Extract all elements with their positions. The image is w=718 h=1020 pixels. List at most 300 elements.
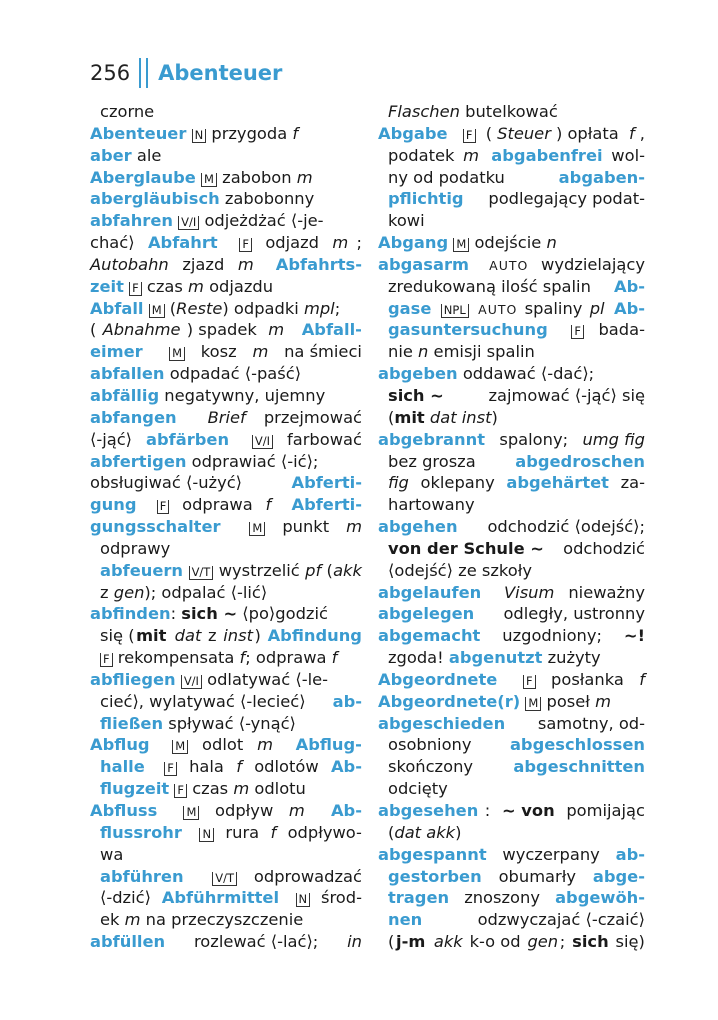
text: zajmować ⟨-jąć⟩ się: [483, 385, 645, 405]
dictionary-line: [378, 756, 645, 778]
text: [490, 582, 495, 604]
grammar-tag: NPL: [441, 304, 469, 318]
dictionary-line: [378, 385, 645, 407]
grammar-tag: F: [129, 282, 142, 296]
text: zużyty: [542, 648, 601, 668]
grammar-tag: V/T: [212, 872, 237, 886]
headword: abführen: [100, 866, 184, 886]
grammar-tag: M: [149, 304, 165, 318]
text: rozlewać ⟨-lać⟩;: [188, 932, 324, 952]
headword: eimer: [90, 342, 143, 362]
dictionary-line: [90, 538, 362, 560]
italic-label: Autobahn: [90, 254, 169, 274]
text: odjazd: [260, 233, 325, 253]
dictionary-line: [378, 866, 645, 888]
headword: gung: [90, 495, 137, 515]
dictionary-line: [378, 298, 645, 320]
headword: gestorben: [388, 866, 482, 886]
text: wystrzelić: [213, 560, 305, 580]
headword: Abfindung: [267, 626, 362, 646]
grammar-tag: F: [157, 500, 170, 514]
text: zgoda!: [388, 648, 449, 668]
headword: tragen: [388, 888, 450, 908]
headword: aber: [90, 145, 132, 165]
text: z: [202, 626, 222, 646]
text: [262, 254, 267, 276]
text: [188, 822, 193, 844]
text: ) opłata: [555, 123, 624, 143]
text: wydzielający: [535, 254, 645, 274]
text: obsługiwać ⟨-użyć⟩: [90, 473, 248, 493]
dictionary-line: [90, 494, 362, 516]
text: butelkować: [459, 102, 558, 121]
italic-label: m: [332, 233, 349, 253]
text: [279, 494, 284, 516]
text: spływać ⟨-ynąć⟩: [163, 713, 296, 733]
dictionary-line: [90, 276, 362, 298]
text: spaliny: [519, 298, 588, 318]
dictionary-line: [378, 516, 645, 538]
text: odlatywać ⟨-le-: [201, 669, 329, 689]
headword: halle: [100, 757, 145, 777]
italic-label: m: [237, 254, 254, 274]
headword: abergläubisch: [90, 189, 220, 209]
italic-label: f: [239, 648, 246, 668]
headword: Abflug: [90, 735, 150, 755]
italic-label: n: [546, 233, 557, 253]
text: [168, 625, 173, 647]
text: [152, 756, 157, 778]
grammar-tag: F: [100, 653, 113, 667]
dictionary-line: [90, 931, 362, 953]
text: :: [484, 801, 496, 820]
dictionary-line: [90, 669, 362, 691]
bold-phrase: sich: [572, 932, 609, 952]
dictionary-line: [378, 341, 645, 363]
headword: abgesehen: [378, 801, 479, 820]
italic-label: akk: [333, 560, 362, 580]
text: ale: [131, 145, 162, 165]
text: [158, 734, 163, 756]
dictionary-line: [378, 451, 645, 473]
headword: abfinden: [90, 604, 171, 624]
headword: ab-: [332, 691, 362, 711]
text: [557, 319, 562, 341]
dictionary-line: [90, 101, 362, 123]
headword: Abenteuer: [90, 123, 187, 143]
headword: abge-: [592, 866, 645, 886]
dictionary-line: [378, 560, 645, 582]
italic-label: Reste: [176, 298, 223, 318]
headword: abgasarm: [378, 254, 469, 274]
headword: abgehärtet: [506, 473, 609, 493]
text: odprawy: [100, 538, 171, 558]
grammar-tag: F: [463, 129, 476, 143]
text: osobniony: [388, 735, 477, 755]
text: zredukowaną ilość spalin: [388, 276, 597, 296]
text: znoszony: [459, 888, 546, 908]
dictionary-line: [90, 232, 362, 254]
guide-word: Abenteuer: [158, 61, 283, 85]
dictionary-line: [90, 385, 362, 407]
text: skończony: [388, 757, 479, 777]
text: ;: [559, 932, 571, 952]
text: [483, 145, 488, 167]
text: odchodzić ⟨odejść⟩;: [482, 517, 645, 537]
text: zjazd: [177, 254, 230, 274]
text: [508, 669, 513, 691]
italic-label: dat inst: [429, 407, 492, 427]
text: odcięty: [388, 779, 448, 799]
text: [315, 800, 320, 822]
headword: Abfluss: [90, 801, 158, 820]
grammar-tag: M: [172, 740, 188, 754]
headword: Abgang: [378, 233, 449, 253]
headword: zeit: [90, 276, 124, 296]
text: czas: [187, 779, 234, 799]
dictionary-line: [90, 560, 362, 582]
headword: ab-: [615, 844, 645, 864]
headword: abgedroschen: [515, 451, 645, 471]
dictionary-line: [378, 691, 645, 713]
grammar-tag: M: [201, 173, 217, 187]
dictionary-line: [90, 582, 362, 604]
italic-label: f: [270, 822, 277, 842]
text: ,: [639, 123, 645, 143]
text: ⟨po⟩godzić: [237, 604, 328, 624]
italic-label: Steuer: [497, 123, 551, 143]
headword: gasuntersuchung: [388, 320, 548, 340]
text: ): [491, 407, 498, 427]
headword: gungsschalter: [90, 517, 221, 537]
dictionary-line: [90, 603, 362, 625]
grammar-tag: M: [453, 238, 469, 252]
text: [285, 887, 290, 909]
dictionary-line: [90, 188, 362, 210]
bold-phrase: ~!: [623, 626, 645, 646]
bold-phrase: mit: [136, 626, 167, 646]
text: ek: [100, 910, 125, 930]
dictionary-line: [90, 298, 362, 320]
dictionary-line: [378, 778, 645, 800]
text: [427, 931, 432, 953]
grammar-tag: N: [199, 828, 214, 842]
headword: abgehen: [378, 517, 458, 537]
text: kowi: [388, 211, 425, 231]
italic-label: f: [236, 757, 242, 777]
text: ⟨odejść⟩ ze szkoły: [388, 560, 532, 580]
italic-label: n: [418, 342, 429, 362]
dictionary-line: [90, 734, 362, 756]
italic-label: f: [628, 123, 635, 143]
text: się (: [100, 626, 135, 646]
text: (: [388, 932, 395, 952]
text: (: [388, 822, 395, 842]
text: ;: [356, 233, 362, 253]
dictionary-line: [90, 145, 362, 167]
text: wa: [100, 844, 124, 864]
text: na śmieci: [278, 342, 362, 362]
dictionary-line: [378, 822, 645, 844]
headword: abgespannt: [378, 844, 487, 864]
text: [153, 341, 158, 363]
italic-label: dat akk: [394, 822, 456, 842]
dictionary-line: [378, 734, 645, 756]
text: [232, 516, 237, 538]
text: rura: [220, 822, 265, 842]
italic-label: gen: [113, 582, 145, 602]
grammar-tag: V/I: [252, 435, 273, 449]
headword: Abferti-: [291, 473, 362, 493]
text: ): [254, 626, 267, 646]
text: ⟨-jąć⟩: [90, 429, 138, 449]
italic-label: m: [268, 320, 285, 340]
dictionary-line: [90, 800, 362, 822]
italic-label: m: [296, 167, 313, 187]
italic-label: pf: [305, 560, 322, 580]
dictionary-line: [90, 909, 362, 931]
text: środ-: [315, 888, 362, 908]
text: [190, 407, 195, 429]
field-label: AUTO: [489, 257, 529, 273]
text: k-o od: [464, 932, 526, 952]
headword: Ab-: [330, 757, 362, 777]
headword: Abfall-: [301, 320, 362, 340]
grammar-tag: V/I: [178, 216, 199, 230]
text: odpływo-: [282, 822, 362, 842]
italic-label: Flaschen: [388, 102, 460, 121]
italic-label: fig: [388, 473, 409, 493]
dictionary-line: [378, 407, 645, 429]
dictionary-line: [378, 101, 645, 123]
italic-label: m: [124, 910, 141, 930]
italic-label: Visum: [504, 582, 555, 602]
bold-phrase: sich ~: [181, 604, 238, 624]
text: zabobon: [216, 167, 297, 187]
text: przejmować: [258, 407, 362, 427]
text: wyczerpany: [497, 844, 605, 864]
text: [433, 298, 438, 320]
text: poseł: [541, 691, 596, 711]
grammar-tag: F: [174, 784, 187, 798]
headword: abgaben-: [558, 167, 645, 187]
headword: pflichtig: [388, 189, 464, 209]
grammar-tag: M: [525, 697, 541, 711]
bold-phrase: j-m: [396, 932, 426, 952]
text: [453, 123, 458, 145]
dictionary-line: [378, 319, 645, 341]
headword: fließen: [100, 713, 164, 733]
headword: abgeschnitten: [513, 757, 645, 777]
text: punkt: [277, 517, 335, 537]
italic-label: mpl: [303, 298, 335, 318]
dictionary-line: [378, 276, 645, 298]
text: [238, 429, 243, 451]
text: oddawać ⟨-dać⟩;: [457, 364, 595, 384]
headword: abgelegen: [378, 604, 475, 624]
grammar-tag: F: [239, 238, 252, 252]
text: (: [388, 407, 395, 427]
dictionary-line: [378, 582, 645, 604]
text: za-: [615, 473, 645, 493]
text: odchodzić: [557, 538, 645, 558]
headword: gase: [388, 298, 432, 318]
bold-phrase: sich ~: [388, 385, 444, 405]
dictionary-line: [90, 866, 362, 888]
text: odjazdu: [203, 276, 274, 296]
headword: abfliegen: [90, 669, 176, 689]
italic-label: akk: [433, 932, 463, 952]
italic-label: gen: [527, 932, 559, 952]
grammar-tag: M: [169, 347, 185, 361]
dictionary-line: [90, 844, 362, 866]
text: [607, 298, 612, 320]
dictionary-line: [90, 341, 362, 363]
text: zabobonny: [219, 189, 315, 209]
text: odlotów: [249, 757, 324, 777]
right-column: [378, 101, 645, 953]
dictionary-line: [90, 254, 362, 276]
text: ny od podatku: [388, 167, 511, 187]
text: [195, 866, 200, 888]
headword: abgeschlossen: [509, 735, 645, 755]
headword: flussrohr: [100, 822, 182, 842]
dictionary-line: [90, 625, 362, 647]
headword: Ab-: [613, 276, 645, 296]
dictionary-line: [378, 472, 645, 494]
page-header: [90, 55, 282, 91]
text: ); odpalać ⟨-lić⟩: [144, 582, 268, 602]
headword: Abfahrts-: [275, 254, 362, 274]
headword: abgebrannt: [378, 429, 485, 449]
dictionary-line: [90, 713, 362, 735]
grammar-tag: N: [192, 129, 207, 143]
text: oklepany: [415, 473, 500, 493]
italic-label: in: [347, 932, 362, 952]
headword: nen: [388, 910, 423, 930]
text: ⟨-dzić⟩: [100, 888, 157, 908]
page-number: 256: [90, 61, 131, 85]
text: na przeczyszczenie: [140, 910, 304, 930]
text: ; odprawa: [245, 648, 332, 668]
text: :: [170, 604, 182, 624]
text: [476, 254, 481, 276]
grammar-tag: V/I: [181, 675, 202, 689]
dictionary-line: [90, 319, 362, 341]
headword: Abflug-: [295, 735, 362, 755]
text: przygoda: [206, 123, 293, 143]
text: chać⟩: [90, 233, 140, 253]
dictionary-line: [378, 800, 645, 822]
text: podatek: [388, 145, 460, 165]
text: rekompensata: [112, 648, 240, 668]
italic-label: inst: [223, 626, 253, 646]
italic-label: f: [265, 495, 272, 515]
headword: abfahren: [90, 211, 173, 231]
italic-label: m: [346, 517, 362, 537]
headword: abfeuern: [100, 560, 184, 580]
italic-label: m: [252, 342, 269, 362]
headword: abgenutzt: [448, 648, 543, 668]
grammar-tag: F: [571, 325, 584, 339]
text: (: [480, 123, 493, 143]
headword: abgeschieden: [378, 713, 506, 733]
italic-label: m: [188, 276, 204, 296]
text: czorne: [100, 102, 155, 121]
grammar-tag: F: [164, 762, 177, 776]
italic-label: Brief: [207, 407, 246, 427]
text: odpływ: [209, 801, 279, 820]
text: odjeżdżać ⟨-je-: [199, 211, 324, 231]
headword: abfertigen: [90, 451, 187, 471]
grammar-tag: V/T: [189, 566, 214, 580]
text: ;: [334, 298, 341, 318]
dictionary-line: [90, 363, 362, 385]
dictionary-line: [378, 931, 645, 953]
text: bada-: [593, 320, 645, 340]
headword: Ab-: [330, 801, 362, 820]
dictionary-line: [90, 887, 362, 909]
dictionary-line: [378, 713, 645, 735]
text: odprowadzać: [248, 866, 362, 886]
text: emisji spalin: [428, 342, 535, 362]
dictionary-line: [378, 494, 645, 516]
headword: Abfall: [90, 298, 144, 318]
text: odprawa: [176, 495, 258, 515]
text: farbować: [281, 429, 362, 449]
text: odejście: [469, 233, 547, 253]
dictionary-line: [90, 123, 362, 145]
headword: Abferti-: [291, 495, 362, 515]
text: wol-: [606, 145, 645, 165]
dictionary-line: [378, 844, 645, 866]
text: odpadać ⟨-paść⟩: [164, 364, 302, 384]
text: nieważny: [563, 582, 645, 602]
headword: abgabenfrei: [491, 145, 603, 165]
text: (: [90, 320, 97, 340]
dictionary-line: [90, 429, 362, 451]
bold-phrase: mit: [394, 407, 425, 427]
text: odległy, ustronny: [498, 604, 645, 624]
dictionary-line: [90, 778, 362, 800]
headword: abgeben: [378, 364, 458, 384]
headword: Ab-: [613, 298, 645, 318]
dictionary-line: [378, 669, 645, 691]
bold-phrase: von der Schule ~: [388, 538, 544, 558]
text: cieć⟩, wylatywać ⟨-lecieć⟩: [100, 691, 311, 711]
text: ) spadek: [186, 320, 263, 340]
text: odlotu: [249, 779, 306, 799]
text: nie: [388, 342, 419, 362]
dictionary-line: [378, 887, 645, 909]
header-divider: [139, 58, 148, 88]
headword: flugzeit: [100, 779, 170, 799]
text: hala: [183, 757, 230, 777]
grammar-tag: N: [296, 893, 311, 907]
italic-label: m: [595, 691, 611, 711]
text: uzgodniony;: [497, 626, 608, 646]
headword: Abgeordnete(r): [378, 691, 521, 711]
grammar-tag: F: [523, 675, 536, 689]
dictionary-line: [378, 254, 645, 276]
italic-label: f: [639, 669, 645, 689]
dictionary-line: [90, 167, 362, 189]
italic-label: m: [288, 801, 305, 820]
text: się): [610, 932, 645, 952]
headword: abfangen: [90, 407, 177, 427]
grammar-tag: M: [183, 806, 199, 820]
dictionary-line: [378, 145, 645, 167]
